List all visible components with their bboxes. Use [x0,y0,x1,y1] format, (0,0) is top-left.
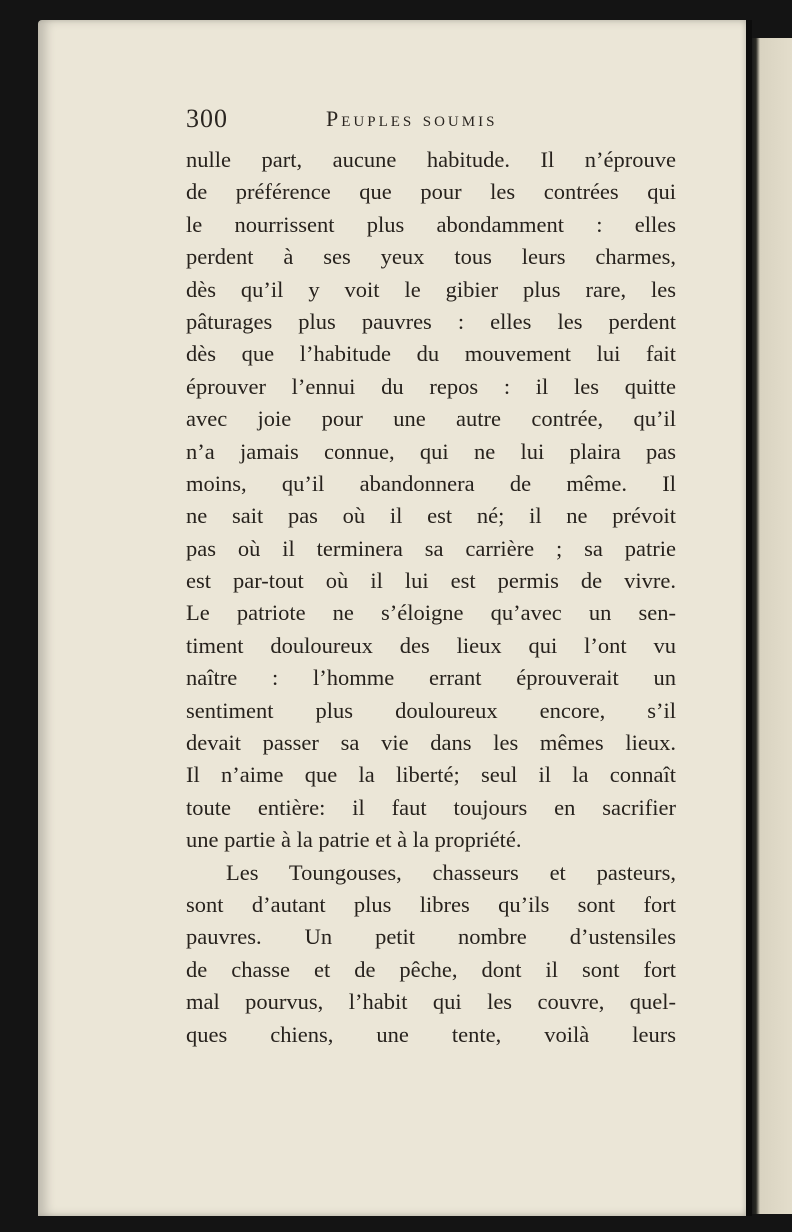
text-line: avec joie pour une autre contrée, qu’il [186,406,676,432]
text-line: une partie à la patrie et à la propriété. [186,827,522,853]
text-line: Il n’aime que la liberté; seul il la connaît [186,762,676,788]
text-line: naître : l’homme errant éprouverait un [186,665,676,691]
text-line: n’a jamais connue, qui ne lui plaira pas [186,438,676,464]
text-line: éprouver l’ennui du repos : il les quitte [186,373,676,399]
running-title: Peuples soumis [326,106,498,131]
text-line: pâturages plus pauvres : elles les perdent [186,308,676,334]
text-line: pas où il terminera sa carrière ; sa patrie [186,535,676,561]
text-line: ne sait pas où il est né; il ne prévoit [186,503,676,529]
next-page-edge [752,38,792,1214]
book-gutter [746,20,752,1216]
text-line: le nourrissent plus abondamment : elles [186,211,676,237]
text-line: timent douloureux des lieux qui l’ont vu [186,632,676,658]
text-line: nulle part, aucune habitude. Il n’éprouve [186,147,676,172]
text-line: pauvres. Un petit nombre d’ustensiles [186,924,676,950]
text-line: est par-tout où il lui est permis de vivre. [186,568,676,594]
text-line: de chasse et de pêche, dont il sont fort [186,956,676,982]
body-text [186,144,676,1051]
text-line: de préférence que pour les contrées qui [186,179,676,205]
text-line: sont d’autant plus libres qu’ils sont fort [186,891,676,917]
text-line: sentiment plus douloureux encore, s’il [186,697,676,723]
text-line: ques chiens, une tente, voilà leurs [186,1021,676,1047]
text-line: mal pourvus, l’habit qui les couvre, quel- [186,989,676,1015]
text-line: perdent à ses yeux tous leurs charmes, [186,244,676,270]
text-line: toute entière: il faut toujours en sacrifier [186,794,676,820]
text-line: devait passer sa vie dans les mêmes lieux. [186,730,676,756]
text-line: moins, qu’il abandonnera de même. Il [186,470,676,496]
page-number: 300 [186,104,228,133]
page-header [186,104,676,138]
text-line: dès qu’il y voit le gibier plus rare, les [186,276,676,302]
text-line: Le patriote ne s’éloigne qu’avec un sen- [186,600,676,626]
text-line: Les Toungouses, chasseurs et pasteurs, [226,859,676,885]
text-line: dès que l’habitude du mouvement lui fait [186,341,676,367]
